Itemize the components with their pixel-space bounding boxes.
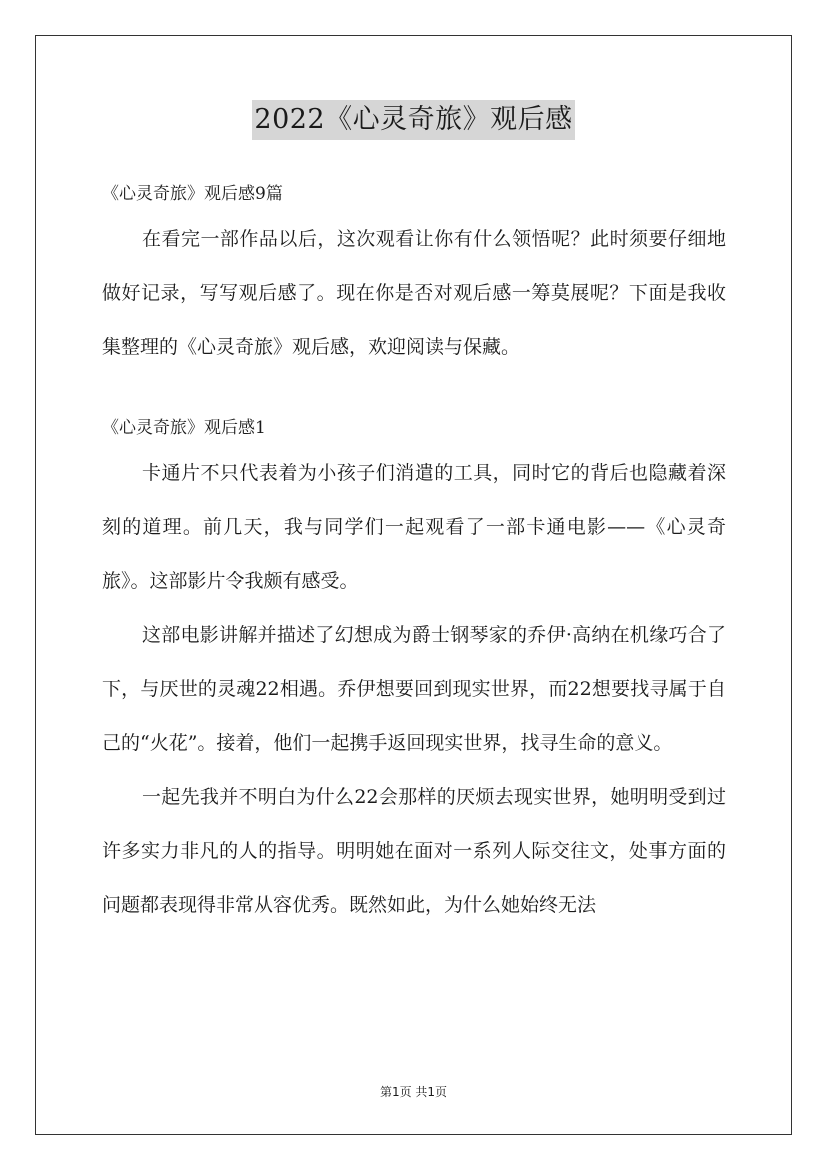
section-heading: 《心灵奇旅》观后感1 bbox=[102, 418, 266, 438]
page-footer: 第1页 共1页 bbox=[379, 1085, 448, 1099]
body-paragraph: 卡通片不只代表着为小孩子们消遣的工具，同时它的背后也隐藏着深刻的道理。前几天，我与同学们一起观看了一部卡通电影——《心灵奇旅》。这部影片令我颇有感受。 bbox=[102, 462, 726, 592]
document-body bbox=[102, 176, 726, 932]
document-title: 2022《心灵奇旅》观后感 bbox=[252, 100, 574, 140]
intro-paragraph: 在看完一部作品以后，这次观看让你有什么领悟呢？此时须要仔细地做好记录，写写观后感了。现在你是否对观后感一筹莫展呢？下面是我收集整理的《心灵奇旅》观后感，欢迎阅读与保藏。 bbox=[102, 228, 726, 358]
document-title-wrapper bbox=[0, 100, 827, 140]
body-paragraph: 一起先我并不明白为什么22会那样的厌烦去现实世界，她明明受到过许多实力非凡的人的指导。明明她在面对一系列人际交往文，处事方面的问题都表现得非常从容优秀。既然如此，为什么她始终无法 bbox=[102, 786, 726, 916]
section-spacer bbox=[102, 374, 726, 410]
document-subtitle: 《心灵奇旅》观后感9篇 bbox=[102, 184, 283, 204]
body-paragraph: 这部电影讲解并描述了幻想成为爵士钢琴家的乔伊·高纳在机缘巧合了下，与厌世的灵魂22相遇。乔伊想要回到现实世界，而22想要找寻属于自己的“火花”。接着，他们一起携手返回现实世界，找寻生命的意义。 bbox=[102, 624, 726, 754]
